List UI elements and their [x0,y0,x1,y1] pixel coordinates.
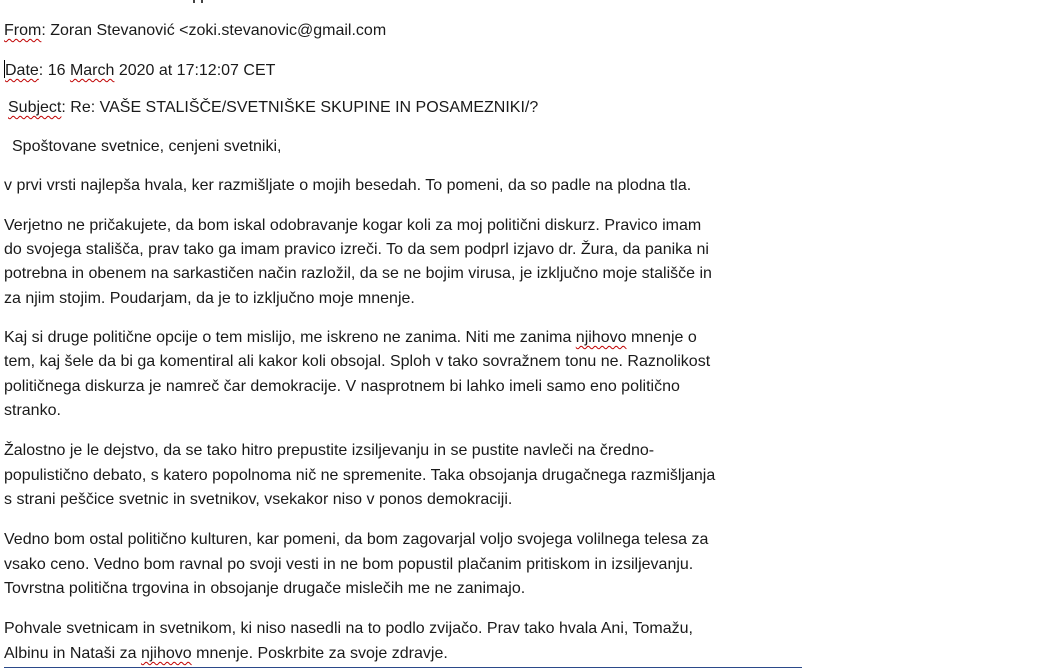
paragraph-2-line-4: za njim stojim. Poudarjam, da je to izključno moje mnenje. [4,290,415,307]
paragraph-1-line-1: v prvi vrsti najlepša hvala, ker razmišljate o mojih besedah. To pomeni, da so padle na plodna tla. [4,177,692,194]
paragraph-3-line-3: političnega diskurza je namreč čar demokracije. V nasprotnem bi lahko imeli samo eno politično [4,378,680,395]
paragraph-3-line-4: stranko. [4,402,61,419]
paragraph-4-line-1: Žalostno je le dejstvo, da se tako hitro prepustite izsiljevanju in se pustite navleči na čredno- [4,442,655,459]
paragraph-2-line-3: potrebna in obenem na sarkastičen način razložil, da se ne bojim virusa, je izključno moje stališče in [4,265,712,282]
subject-value: : Re: VAŠE STALIŠČE/SVETNIŠKE SKUPINE IN POSAMEZNIKI/? [61,99,539,116]
greeting: Spoštovane svetnice, cenjeni svetniki, [12,138,282,155]
from-value: : Zoran Stevanović <zoki.stevanovic@gmail.com [41,22,387,39]
date-value: : 16 [38,62,70,79]
paragraph-3-text-c: mnenje o [626,329,697,346]
subject-label: Subject [8,99,62,116]
paragraph-6-line-1: Pohvale svetnicam in svetnikom, ki niso nasedli na to podlo zvijačo. Prav tako hvala Ani, Tomažu, [4,620,693,637]
paragraph-5-line-3: Tovrstna politična trgovina in obsojanje drugače mislečih me ne zanimajo. [4,580,526,597]
paragraph-3-line-1 [4,328,697,348]
paragraph-2-line-2: do svojega stališča, prav tako ga imam pravico izreči. To da sem podprl izjavo dr. Žura, da panika ni [4,241,709,258]
from-label: From [4,22,42,39]
paragraph-3-flagged-word: njihovo [575,329,627,346]
from-line [4,21,386,41]
paragraph-6-text-a: Albinu in Nataši za [4,645,141,662]
paragraph-5-line-2: vsako ceno. Vedno bom ravnal po svoji vesti in ne bom popustil plačanim pritiskom in izsiljevanju. [4,556,694,573]
paragraph-4-line-3: s strani peščice svetnic in svetnikov, vsekakor niso v ponos demokraciji. [4,491,513,508]
date-month: March [69,62,115,79]
paragraph-3-line-2: tem, kaj šele da bi ga komentiral ali kakor koli obsojal. Sploh v tako sovražnem tonu ne. Raznolikost [4,353,711,370]
date-line [4,60,275,81]
paragraph-6-flagged-word: njihovo [140,645,192,662]
paragraph-3-text-a: Kaj si druge politične opcije o tem mislijo, me iskreno ne zanima. Niti me zanima [4,329,576,346]
paragraph-6-line-2 [4,644,448,664]
date-rest: 2020 at 17:12:07 CET [114,62,276,79]
paragraph-2-line-1: Verjetno ne pričakujete, da bom iskal odobravanje kogar koli za moj politični diskurz. Pravico imam [4,217,702,234]
date-label: Date [5,62,39,79]
bottom-divider [4,667,802,668]
paragraph-4-line-2: populistično debato, s katero popolnoma nič ne spremenite. Taka obsojanja drugačnega razmišljanja [4,467,716,484]
subject-line [8,98,538,118]
paragraph-5-line-1: Vedno bom ostal politično kulturen, kar pomeni, da bom zagovarjal voljo svojega volilnega telesa za [4,531,709,548]
paragraph-6-text-c: mnenje. Poskrbite za svoje zdravje. [191,645,448,662]
email-document [4,0,804,671]
